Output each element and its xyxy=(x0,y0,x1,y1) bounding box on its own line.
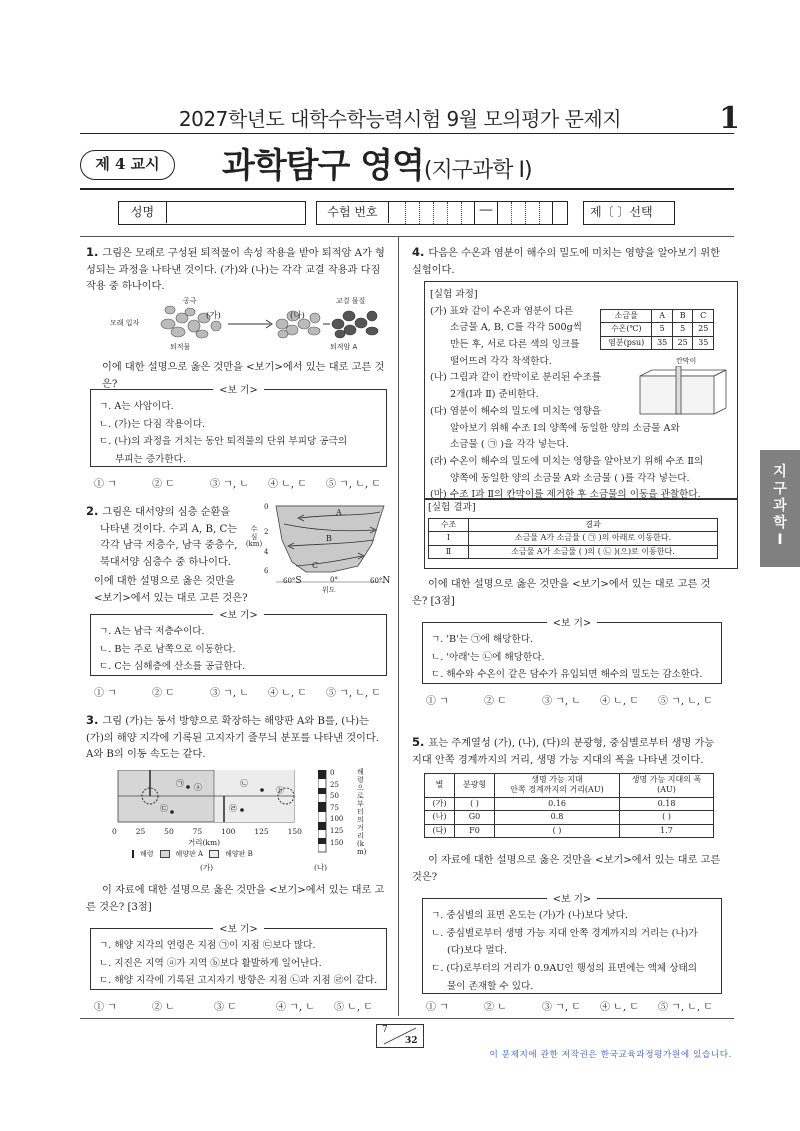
q5-number: 5. xyxy=(412,735,425,749)
q4-bogi-title: <보 기> xyxy=(423,615,721,633)
q3-area-b: ⓑ xyxy=(276,786,284,795)
q3-point-4: ㉣ xyxy=(229,804,237,813)
q2-x2: 0° xyxy=(330,576,338,584)
q5-stem xyxy=(412,733,722,769)
dash: — xyxy=(479,202,493,218)
q4-proc-8: 알아보기 위해 수조 Ⅰ의 양쪽에 동일한 양의 소금물 A와 xyxy=(450,422,680,434)
content-rule xyxy=(80,236,734,237)
q4-choice-3[interactable]: ③ ㄱ, ㄴ xyxy=(542,696,581,707)
q1-rock-label: 퇴적암 A xyxy=(330,343,358,351)
q3-choice-4[interactable]: ④ ㄱ, ㄴ xyxy=(276,1002,315,1013)
q2-bogi-2: ㄴ. B는 주로 남쪽으로 이동한다. xyxy=(99,643,236,655)
q2-line-2: 나타낸 것이다. 수괴 A, B, C는 xyxy=(100,523,238,535)
q2-choice-4[interactable]: ④ ㄴ, ㄷ xyxy=(268,688,307,699)
q1-choices xyxy=(94,477,396,493)
page-current: 7 xyxy=(382,1025,388,1035)
q1-number: 1. xyxy=(86,245,99,259)
q4-proc-4: 떨어뜨려 각각 착색한다. xyxy=(450,355,552,367)
q3-bogi-title: <보 기> xyxy=(91,921,386,939)
digit-cell xyxy=(539,202,553,224)
q3-xlabel: 거리(km) xyxy=(188,838,220,847)
q4-result-title: [실험 결과] xyxy=(428,502,476,513)
q2-y2: 2 xyxy=(264,528,269,536)
q3-figure-b xyxy=(318,770,328,854)
q2-bogi-1: ㄱ. A는 남극 저층수이다. xyxy=(99,626,205,637)
name-label: 성명 xyxy=(119,202,167,223)
q2-prompt-2: <보기>에서 있는 대로 고른 것은? xyxy=(94,592,248,604)
q3-number: 3. xyxy=(86,713,99,727)
q3-bogi-box xyxy=(90,924,387,990)
period-badge: 제 4 교시 xyxy=(80,150,175,180)
q4-proc-12: (마) 수조 Ⅰ과 Ⅱ의 칸막이를 제거한 후 소금물의 이동을 관찰한다. xyxy=(430,489,701,501)
q2-mass-a: A xyxy=(336,508,342,517)
q4-bogi-3: ㄷ. 해수와 수온이 같은 담수가 유입되면 해수의 밀도는 감소한다. xyxy=(431,669,703,681)
exam-number-label: 수험 번호 xyxy=(317,202,389,223)
digit-cell xyxy=(405,202,419,224)
q2-choice-1[interactable]: ① ㄱ xyxy=(94,688,117,699)
q4-bogi-2: ㄴ. '아래'는 ㉡에 해당한다. xyxy=(431,651,545,663)
q4-number: 4. xyxy=(412,245,425,259)
q1-bogi-2: ㄴ. (가)는 다짐 작용이다. xyxy=(99,418,206,430)
q4-proc-6: 2개(Ⅰ과 Ⅱ) 준비한다. xyxy=(450,389,539,401)
q4-choice-1[interactable]: ① ㄱ xyxy=(426,696,449,707)
q5-choice-2[interactable]: ② ㄴ xyxy=(484,1002,507,1013)
q2-y6: 6 xyxy=(264,567,269,575)
q4-text: 다음은 수온과 염분이 해수의 밀도에 미치는 영향을 알아보기 위한 실험이다. xyxy=(412,248,720,276)
q2-stem xyxy=(86,502,256,571)
page-number: 1 xyxy=(719,101,740,136)
q4-bogi-1: ㄱ. 'B'는 ㉠에 해당한다. xyxy=(431,634,534,645)
q3-figure-a xyxy=(112,770,352,830)
q5-choice-5[interactable]: ⑤ ㄱ, ㄴ, ㄷ xyxy=(658,1002,713,1013)
q2-choice-3[interactable]: ③ ㄱ, ㄴ xyxy=(210,688,249,699)
q4-choice-4[interactable]: ④ ㄴ, ㄷ xyxy=(600,696,639,707)
q5-bogi-box xyxy=(422,894,722,994)
header-rule xyxy=(80,133,734,134)
exam-title: 2027학년도 대학수학능력시험 9월 모의평가 문제지 xyxy=(178,107,622,131)
q3-choice-3[interactable]: ③ ㄷ xyxy=(214,1002,237,1013)
q2-x3: 60°N xyxy=(370,576,391,586)
q2-choice-2[interactable]: ② ㄷ xyxy=(152,688,175,699)
q5-prompt: 이 자료에 대한 설명으로 옳은 것만을 <보기>에서 있는 대로 고른 것은? xyxy=(412,855,721,883)
q1-choice-1[interactable]: ① ㄱ xyxy=(94,479,117,490)
q4-proc-3: 만든 후, 서로 다른 색의 잉크를 xyxy=(450,339,580,351)
q1-pore-label: 공극 xyxy=(183,297,197,305)
q4-proc-11: 양쪽에 동일한 양의 소금물 A와 소금물 ( )를 각각 넣는다. xyxy=(450,472,690,484)
q1-choice-3[interactable]: ③ ㄱ, ㄴ xyxy=(210,479,249,490)
digit-cell xyxy=(511,202,525,224)
q3-caption-a: (가) xyxy=(200,863,214,872)
q4-prompt: 이에 대한 설명으로 옳은 것만을 <보기>에서 있는 대로 고른 것은? [3점] xyxy=(412,579,711,607)
q2-bogi-3: ㄷ. C는 심해층에 산소를 공급한다. xyxy=(99,661,246,673)
q3-caption-b: (나) xyxy=(314,863,328,872)
q4-result-box xyxy=(424,499,738,569)
q4-proc-10: (라) 수온이 해수의 밀도에 미치는 영향을 알아보기 위해 수조 Ⅱ의 xyxy=(430,455,704,467)
column-divider xyxy=(398,236,399,1016)
q2-prompt-1: 이에 대한 설명으로 옳은 것만을 xyxy=(94,576,235,587)
q3-prompt: 이 자료에 대한 설명으로 옳은 것만을 <보기>에서 있는 대로 고른 것은? [3점] xyxy=(86,885,385,913)
q4-stem xyxy=(412,243,722,279)
q2-line-1: 그림은 대서양의 심층 순환을 xyxy=(102,507,231,518)
digit-cell xyxy=(419,202,433,224)
digit-cell xyxy=(461,202,475,224)
q2-mass-c: C xyxy=(312,561,319,570)
q1-bogi-title: <보 기> xyxy=(91,382,386,400)
q1-bogi-3b: 부피는 증가한다. xyxy=(115,454,186,466)
q1-choice-4[interactable]: ④ ㄴ, ㄷ xyxy=(268,479,307,490)
subject-main: 과학탐구 영역 xyxy=(222,146,424,186)
q4-choices xyxy=(426,694,728,710)
q4-proc-5: (나) 그림과 같이 칸막이로 분리된 수조를 xyxy=(430,372,602,384)
q4-tank-figure xyxy=(636,366,730,418)
q2-bogi-title: <보 기> xyxy=(91,607,386,625)
digit-cell xyxy=(497,202,511,224)
q5-bogi-3: ㄷ. (다)로부터의 거리가 0.9AU인 행성의 표면에는 액체 상태의 xyxy=(431,963,698,975)
q4-proc-1: (가) 표와 같이 수온과 염분이 다른 xyxy=(430,305,574,317)
q3-area-a: ⓐ xyxy=(194,783,202,792)
q1-step-b: (나) xyxy=(290,311,305,321)
q3-legend: 해령 해양판 A 해양판 B xyxy=(132,849,253,860)
q5-choice-1[interactable]: ① ㄱ xyxy=(426,1002,449,1013)
q2-choices xyxy=(94,686,396,702)
q5-choices xyxy=(426,1000,728,1016)
name-field[interactable] xyxy=(118,201,306,225)
q2-x1: 60°S xyxy=(283,576,302,586)
q3-xticks: 0 25 50 75 100 125 150 xyxy=(112,827,302,836)
q3-choice-5[interactable]: ⑤ ㄴ, ㄷ xyxy=(334,1002,373,1013)
q4-proc-9: 소금물 ( ㉠ )을 각각 넣는다. xyxy=(450,439,569,451)
q2-mass-b: B xyxy=(326,534,332,543)
q3-bogi-2: ㄴ. 지진은 지역 ⓐ가 지역 ⓑ보다 활발하게 일어난다. xyxy=(99,957,322,969)
q5-choice-3[interactable]: ③ ㄱ, ㄷ xyxy=(542,1002,581,1013)
q4-choice-5[interactable]: ⑤ ㄱ, ㄴ, ㄷ xyxy=(658,696,713,707)
q3-point-3: ㉢ xyxy=(160,804,168,813)
q3-bogi-3: ㄷ. 해양 지각에 기록된 고지자기 방향은 지점 ㉡과 지점 ㉣이 같다. xyxy=(99,975,378,987)
q5-bogi-title: <보 기> xyxy=(423,891,721,909)
q4-saltwater-table: 소금물 A B C 수온(℃) 5 5 25 염분(psu) 35 25 35 xyxy=(600,309,714,350)
q2-number: 2. xyxy=(86,504,99,518)
subject-side-tab: 지구과학Ⅰ xyxy=(760,450,800,567)
q2-prompt xyxy=(94,574,264,607)
q5-text: 표는 주계열성 (가), (나), (다)의 분광형, 중심별로부터 생명 가능 지대 안쪽 경계까지의 거리, 생명 가능 지대의 폭을 나타낸 것이다. xyxy=(412,738,715,766)
q2-xlabel: 위도 xyxy=(322,586,336,594)
q3-point-1: ㉠ xyxy=(176,779,184,788)
q1-grain-label: 모래 입자 xyxy=(110,319,140,327)
q4-choice-2[interactable]: ② ㄷ xyxy=(484,696,507,707)
q1-prompt: 이에 대한 설명으로 옳은 것만을 <보기>에서 있는 대로 고른 것은? xyxy=(102,362,385,390)
q4-partition-label: 칸막이 xyxy=(676,357,697,365)
q1-cement-label: 교결 물질 xyxy=(336,297,366,305)
q5-bogi-1: ㄱ. 중심별의 표면 온도는 (가)가 (나)보다 낮다. xyxy=(431,910,628,921)
subject-sub: (지구과학 Ⅰ) xyxy=(423,158,532,183)
copyright-notice: 이 문제지에 관한 저작권은 한국교육과정평가원에 있습니다. xyxy=(489,1050,732,1060)
q2-choice-5[interactable]: ⑤ ㄱ, ㄴ, ㄷ xyxy=(326,688,381,699)
q2-line-3: 각각 남극 저층수, 남극 중층수, xyxy=(100,540,238,552)
q3-choices xyxy=(94,1000,392,1016)
q3-choice-2[interactable]: ② ㄴ xyxy=(152,1002,175,1013)
q3-point-2: ㉡ xyxy=(240,779,248,788)
q2-y4: 4 xyxy=(264,548,269,556)
q4-result-table: 수조 결과 Ⅰ 소금물 A가 소금물 ( ㉠ )의 아래로 이동한다. Ⅱ 소금물 A가 소금물 ( )의 ( ㉡ )(으)로 이동한다. xyxy=(428,518,718,559)
q1-bogi-1: ㄱ. A는 사암이다. xyxy=(99,401,174,412)
footer-rule xyxy=(80,1018,734,1019)
q1-sediment-label: 퇴적물 xyxy=(170,343,191,351)
subject-title xyxy=(222,140,532,193)
q2-line-4: 북대서양 심층수 중 하나이다. xyxy=(100,556,232,568)
q2-bogi-box xyxy=(90,610,387,676)
q3-bogi-1: ㄱ. 해양 지각의 연령은 지점 ㉠이 지점 ㉢보다 많다. xyxy=(99,940,316,951)
q3-ylabel: 해령으로부터의 거리(km) xyxy=(357,768,367,856)
selection-field[interactable]: 제〔 〕선택 xyxy=(583,201,675,225)
q5-choice-4[interactable]: ④ ㄴ, ㄷ xyxy=(600,1002,639,1013)
q5-bogi-3b: 물이 존재할 수 있다. xyxy=(447,980,534,992)
exam-number-field[interactable] xyxy=(316,201,568,225)
digit-cell xyxy=(433,202,447,224)
q1-text: 그림은 모래로 구성된 퇴적물이 속성 작용을 받아 퇴적암 A가 형성되는 과정을 나타낸 것이다. (가)와 (나)는 각각 교결 작용과 다짐 작용 중 하나이다. xyxy=(86,248,385,293)
q2-ylabel: 수 심 (km) xyxy=(245,525,263,549)
q3-stem xyxy=(86,711,388,764)
q2-y0: 0 xyxy=(264,503,269,511)
q1-stem xyxy=(86,243,388,296)
q1-choice-5[interactable]: ⑤ ㄱ, ㄴ, ㄷ xyxy=(326,479,381,490)
q5-bogi-2b: (다)보다 멀다. xyxy=(447,945,507,957)
q1-choice-2[interactable]: ② ㄷ xyxy=(152,479,175,490)
digit-cell xyxy=(525,202,539,224)
q5-star-table: 별 분광형 생명 가능 지대 안쪽 경계까지의 거리(AU) 생명 가능 지대의 폭 (AU) (가) ( ) 0.16 0.18 (나) G0 0.8 ( ) (다) F0 ( ) 1.7 xyxy=(424,773,714,838)
q3-text: 그림 (가)는 동서 방향으로 확장하는 해양판 A와 B를, (나)는 (가)의 해양 지각에 기록된 고지자기 줄무늬 분포를 나타낸 것이다. A와 B의 이동 속도는 같다. xyxy=(86,716,379,761)
q4-proc-7: (다) 염분이 해수의 밀도에 미치는 영향을 xyxy=(430,405,602,417)
header-rule-2 xyxy=(80,188,734,190)
q1-step-a: (가) xyxy=(206,311,221,321)
q5-bogi-2: ㄴ. 중심별로부터 생명 가능 지대 안쪽 경계까지의 거리는 (나)가 xyxy=(431,927,698,939)
q4-proc-2: 소금물 A, B, C를 각각 500g씩 xyxy=(450,322,582,334)
q1-bogi-3: ㄷ. (나)의 과정을 거치는 동안 퇴적물의 단위 부피당 공극의 xyxy=(99,436,348,448)
page-total: 32 xyxy=(405,1036,418,1046)
q3-choice-1[interactable]: ① ㄱ xyxy=(94,1002,117,1013)
digit-cell xyxy=(447,202,461,224)
q4-proc-title: [실험 과정] xyxy=(430,289,478,300)
q1-bogi-box xyxy=(90,385,387,467)
q3-yticks: 0 25 50 75 100 125 150 xyxy=(330,769,344,847)
q4-bogi-box xyxy=(422,618,722,684)
